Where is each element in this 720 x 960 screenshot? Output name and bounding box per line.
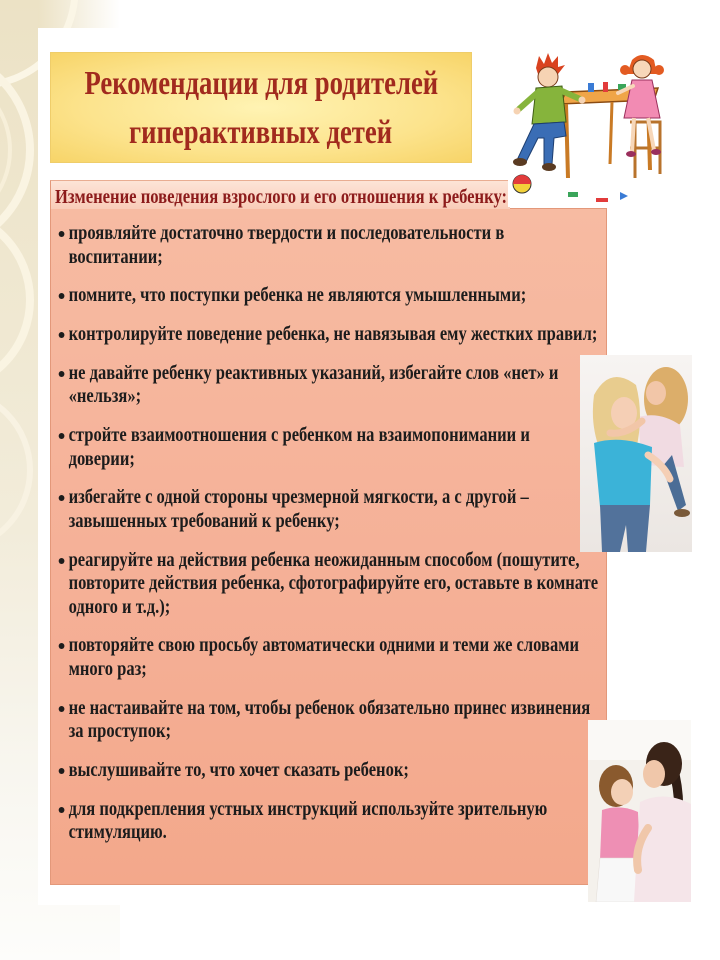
bullet-item: [57, 759, 598, 783]
bullet-line: реагируйте на действия ребенка неожиданным способом (пошутите,: [68, 548, 580, 571]
bullet-item: [57, 362, 598, 409]
bullet-marker: [59, 433, 65, 439]
bullet-line: проявляйте достаточно твердости и последовательности в: [68, 222, 505, 244]
bullet-line: выслушивайте то, что хочет сказать ребенок;: [68, 758, 409, 781]
bullet-line: не настаивайте на том, чтобы ребенок обязательно принес извинения: [68, 696, 591, 719]
title-box: [50, 52, 472, 163]
bullet-line: «нельзя»;: [68, 385, 142, 408]
bullet-line: стройте взаимоотношения с ребенком на взаимопонимании и: [68, 423, 530, 446]
bullet-line: помните, что поступки ребенка не являются умышленными;: [68, 284, 527, 307]
bullet-line: не давайте ребенку реактивных указаний, избегайте слов «нет» и: [68, 361, 559, 384]
section-heading: [50, 180, 510, 209]
bullet-marker: [59, 768, 65, 774]
bullet-marker: [59, 558, 65, 564]
bullet-line: избегайте с одной стороны чрезмерной мягкости, а с другой –: [68, 486, 529, 509]
bullet-line: за проступок;: [68, 720, 172, 743]
bullet-marker: [59, 293, 65, 299]
mother-daughter-photo: [588, 720, 691, 902]
bullet-line: воспитании;: [68, 245, 163, 268]
bullet-line: одного и т.д.);: [68, 595, 171, 618]
bullet-marker: [59, 643, 65, 649]
title-line-1: [51, 59, 471, 108]
bullet-marker: [59, 495, 65, 501]
bullet-item: [57, 424, 598, 471]
bullet-line: повторяйте свою просьбу автоматически одними и теми же словами: [68, 634, 580, 657]
bullet-line: доверии;: [68, 447, 135, 470]
bullet-marker: [59, 371, 65, 377]
bullet-item: [57, 798, 598, 845]
bullet-marker: [59, 231, 65, 237]
bullet-item: [57, 549, 598, 620]
bullet-line: для подкрепления устных инструкций используйте зрительную: [68, 797, 548, 820]
bullet-marker: [59, 706, 65, 712]
bullet-item: [57, 222, 598, 269]
bullet-item: [57, 284, 598, 308]
kids-at-table-illustration: [508, 52, 668, 207]
bullet-line: контролируйте поведение ребенка, не навязывая ему жестких правил;: [68, 322, 598, 345]
bullet-line: повторите действия ребенка, сфотографируйте его, оставьте в комнате: [68, 572, 599, 595]
title-text: Рекомендации для родителей: [84, 65, 438, 102]
section-heading-text: Изменение поведения взрослого и его отношения к ребенку:: [55, 186, 508, 208]
bullet-line: стимуляцию.: [68, 821, 167, 844]
bullet-item: [57, 323, 598, 347]
bullet-item: [57, 486, 598, 533]
piggyback-photo: [580, 355, 692, 552]
bullet-item: [57, 634, 598, 681]
bullet-list: [57, 222, 598, 860]
title-text: гиперактивных детей: [129, 114, 393, 151]
bullet-marker: [59, 807, 65, 813]
title-line-2: [51, 108, 471, 157]
bullet-marker: [59, 332, 65, 338]
recommendations-panel: [50, 208, 607, 885]
bullet-line: много раз;: [68, 657, 147, 680]
bullet-line: завышенных требований к ребенку;: [68, 509, 340, 532]
bullet-item: [57, 697, 598, 744]
